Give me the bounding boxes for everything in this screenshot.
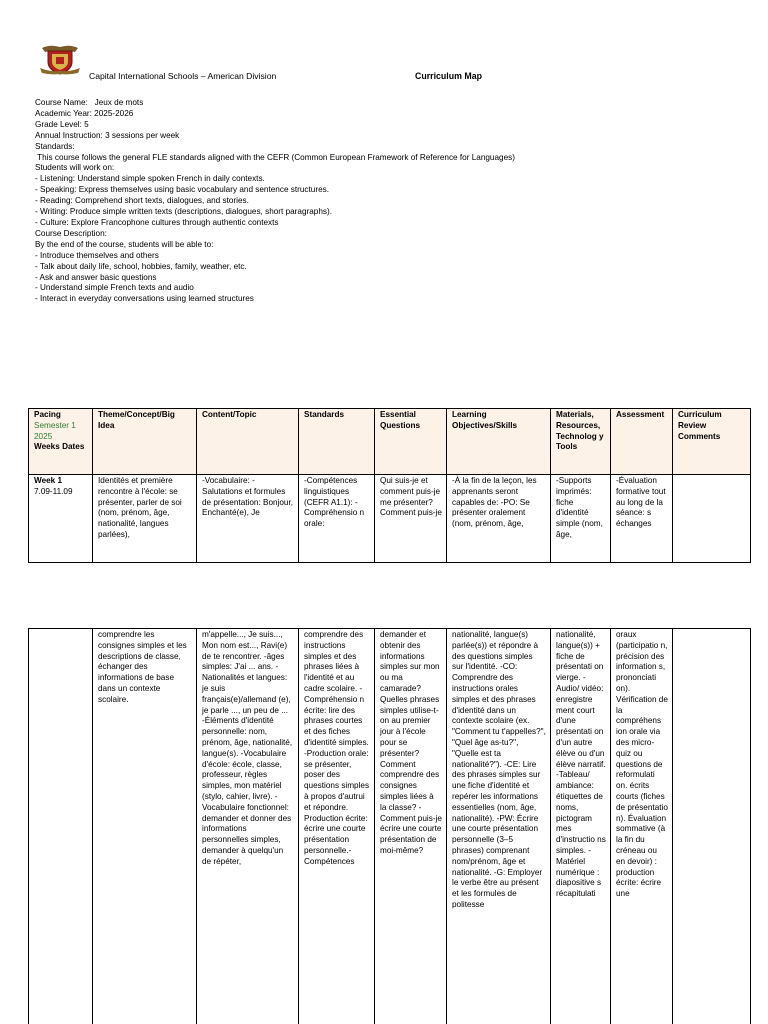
info-line: - Culture: Explore Francophone cultures through authentic contexts bbox=[35, 217, 279, 227]
info-line: By the end of the course, students will be able to: bbox=[35, 239, 214, 249]
info-line: - Interact in everyday conversations using learned structures bbox=[35, 294, 254, 304]
review-cell bbox=[673, 629, 751, 1024]
week-label: Week 1 bbox=[34, 476, 63, 485]
course-info bbox=[35, 98, 735, 305]
table-row bbox=[29, 475, 751, 563]
school-name: Capital International Schools – American Division bbox=[89, 71, 277, 81]
materials-header: Materials, Resources, Technolog y Tools bbox=[551, 409, 611, 475]
content-cell: -Vocabulaire: -Salutations et formules de présentation: Bonjour, Enchanté(e), Je bbox=[197, 475, 299, 563]
info-line: Annual Instruction: 3 sessions per week bbox=[35, 130, 180, 140]
assessment-header: Assessment bbox=[611, 409, 673, 475]
assessment-cell: -Évaluation formative tout au long de la séance: s échanges bbox=[611, 475, 673, 563]
theme-header: Theme/Concept/Big Idea bbox=[93, 409, 197, 475]
standards-cell: comprendre des instructions simples et des phrases liées à l'identité et au cadre scolaire. - Compréhensio n écrite: lire des phrases courtes et des fiches d'identité simples. -Production orale: se présenter, poser des questions simples à propos d'autrui et répondre. Production écrite: écrire une courte présentation personnelle.- Compétences bbox=[299, 629, 375, 1024]
info-line: - Reading: Comprehend short texts, dialogues, and stories. bbox=[35, 196, 249, 206]
document-title: Curriculum Map bbox=[415, 71, 482, 81]
curriculum-table bbox=[28, 408, 751, 563]
curriculum-table-continued bbox=[28, 628, 751, 1024]
theme-cell: comprendre les consignes simples et les descriptions de classe, échanger des informations de base dans un contexte scolaire. bbox=[93, 629, 197, 1024]
info-line: Course Name: Jeux de mots bbox=[35, 98, 144, 107]
assessment-cell: oraux (participatio n, précision des information s, prononciati on). Vérification de la compréhens ion orale via des micro-quiz ou questions de reformulati on. écrits courts (fiches de présentatio n). Évaluation sommative (à la fin du créneau ou en devoir) : production écrite: écrire une bbox=[611, 629, 673, 1024]
info-line: - Writing: Produce simple written texts (descriptions, dialogues, short paragraphs). bbox=[35, 207, 333, 217]
info-line: - Introduce themselves and others bbox=[35, 250, 159, 260]
questions-cell: Qui suis-je et comment puis-je me présenter? Comment puis-je bbox=[375, 475, 447, 563]
semester-label: Semester 1 2025 bbox=[34, 420, 76, 441]
page-2 bbox=[0, 628, 768, 1024]
objectives-cell: -À la fin de la leçon, les apprenants seront capables de: -PO: Se présenter oralement (nom, prénom, âge, bbox=[447, 475, 551, 563]
table-row bbox=[29, 629, 751, 1024]
review-header: Curriculum Review Comments bbox=[673, 409, 751, 475]
standards-header: Standards bbox=[299, 409, 375, 475]
info-line: Standards: bbox=[35, 141, 75, 151]
info-line: - Understand simple French texts and audio bbox=[35, 283, 194, 293]
info-line: - Talk about daily life, school, hobbies, family, weather, etc. bbox=[35, 261, 247, 271]
materials-cell: nationalité, langue(s)) + fiche de présentati on vierge. -Audio/ vidéo: enregistre ment court d'une présentati on d'un autre élève ou d'un élève narratif. -Tableau/ ambiance: étiquettes de noms, pictogram mes d'instructio ns simples. -Matériel numérique : diapositive s récapitulati bbox=[551, 629, 611, 1024]
info-line: Course Description: bbox=[35, 228, 107, 238]
week-dates: 7.09-11.09 bbox=[34, 486, 73, 496]
review-cell bbox=[673, 475, 751, 563]
info-line: Academic Year: 2025-2026 bbox=[35, 108, 134, 118]
info-line: Grade Level: 5 bbox=[35, 119, 89, 129]
info-line: This course follows the general FLE standards aligned with the CEFR (Common European Framework of Reference for Languages) bbox=[35, 152, 515, 162]
info-line: - Ask and answer basic questions bbox=[35, 272, 157, 282]
objectives-cell: nationalité, langue(s) parlée(s)) et répondre à des questions simples sur l'identité. -CO: Comprendre des instructions orales simples et des phrases d'identité dans un contexte scolaire (ex. "Comment tu t'appelles?", "Quel âge as-tu?", "Quelle est ta nationalité?"). -CE: Lire des phrases simples sur une fiche d'identité et repérer les informations essentielles (nom, âge, nationalité). -PW: Écrire une courte présentation personnelle (3–5 phrases) comprenant nom/prénom, âge et nationalité. -G: Employer le verbe être au présent et les formules de politesse bbox=[447, 629, 551, 1024]
info-line: - Listening: Understand simple spoken French in daily contexts. bbox=[35, 174, 265, 184]
table-header-row bbox=[29, 409, 751, 475]
content-cell: m'appelle..., Je suis..., Mon nom est..., Ravi(e) de te rencontrer. -âges simples: J'ai ... ans. -Nationalités et langues: je suis français(e)/allemand (e), je parle ..., un peu de ... -Éléments d'identité personnelle: nom, prénom, âge, nationalité, langue(s). -Vocabulaire d'école: école, classe, professeur, règles simples, mon matériel (stylo, cahier, livre). -Vocabulaire fonctionnel: demander et donner des informations personnelles simples, demander à quelqu'un de répéter, bbox=[197, 629, 299, 1024]
info-line: - Speaking: Express themselves using basic vocabulary and sentence structures. bbox=[35, 185, 329, 195]
week-cell bbox=[29, 475, 93, 563]
info-line: Students will work on: bbox=[35, 163, 115, 173]
theme-cell: Identités et première rencontre à l'école: se présenter, parler de soi (nom, prénom, âge, nationalité, langues parlées), bbox=[93, 475, 197, 563]
standards-cell: -Compétences linguistiques (CEFR A1.1): - Compréhensio n orale: bbox=[299, 475, 375, 563]
materials-cell: -Supports imprimés: fiche d'identité simple (nom, âge, bbox=[551, 475, 611, 563]
content-header: Content/Topic bbox=[197, 409, 299, 475]
school-crest-logo bbox=[38, 42, 82, 76]
questions-cell: demander et obtenir des informations simples sur mon ou ma camarade? Quelles phrases simples utilise-t-on au premier jour à l'école pour se présenter? Comment comprendre des consignes simples liées à la classe? -Comment puis-je écrire une courte présentation de moi-même? bbox=[375, 629, 447, 1024]
objectives-header: Learning Objectives/Skills bbox=[447, 409, 551, 475]
questions-header: Essential Questions bbox=[375, 409, 447, 475]
pacing-header: Pacing Semester 1 2025 Weeks Dates bbox=[29, 409, 93, 475]
week-cell bbox=[29, 629, 93, 1024]
